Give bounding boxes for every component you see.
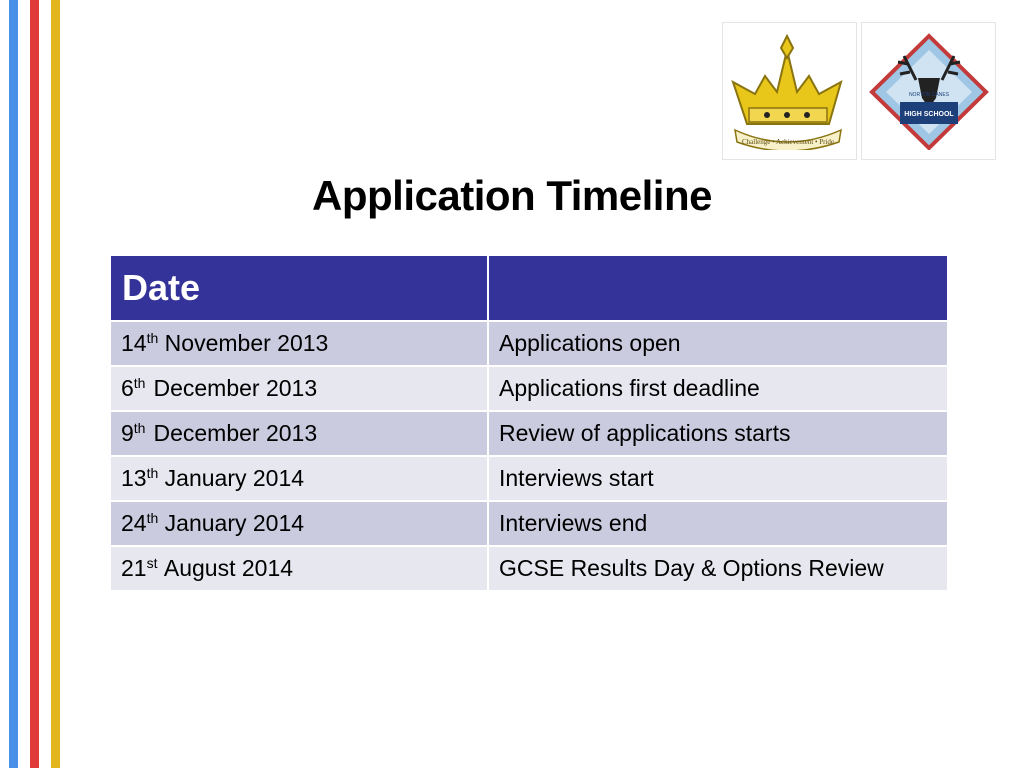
date-month-year: November 2013 (164, 330, 329, 356)
date-cell (110, 546, 488, 591)
school-logos (722, 22, 996, 160)
date-day: 6 (121, 375, 134, 401)
date-day: 14 (121, 330, 147, 356)
timeline-body (110, 321, 948, 591)
event-cell: Review of applications starts (488, 411, 948, 456)
date-cell (110, 411, 488, 456)
date-month-year: December 2013 (153, 420, 318, 446)
table-row (110, 411, 948, 456)
event-cell: Interviews end (488, 501, 948, 546)
event-cell: GCSE Results Day & Options Review (488, 546, 948, 591)
date-day: 13 (121, 465, 147, 491)
date-day: 9 (121, 420, 134, 446)
table-row (110, 456, 948, 501)
table-row (110, 546, 948, 591)
date-cell (110, 456, 488, 501)
date-month-year: January 2014 (164, 510, 305, 536)
event-cell: Interviews start (488, 456, 948, 501)
date-column-header: Date (110, 255, 488, 321)
event-column-header (488, 255, 948, 321)
red-stripe (30, 0, 39, 768)
date-ordinal-suffix: th (133, 375, 146, 391)
date-month-year: December 2013 (153, 375, 318, 401)
table-row (110, 321, 948, 366)
date-cell (110, 501, 488, 546)
event-cell: Applications first deadline (488, 366, 948, 411)
crown-motto: Challenge • Achievement • Pride (741, 138, 834, 146)
date-cell (110, 366, 488, 411)
date-day: 24 (121, 510, 147, 536)
crown-logo (722, 22, 857, 160)
date-ordinal-suffix: th (146, 510, 159, 526)
timeline-table (109, 254, 949, 592)
school-name-top: NORTON CANES (908, 92, 949, 98)
crown-icon (725, 32, 855, 150)
event-cell: Applications open (488, 321, 948, 366)
blue-stripe (9, 0, 18, 768)
date-month-year: August 2014 (163, 555, 294, 581)
date-day: 21 (121, 555, 147, 581)
high-school-logo (861, 22, 996, 160)
table-header-row (110, 255, 948, 321)
slide-title: Application Timeline (312, 172, 712, 219)
date-cell (110, 321, 488, 366)
school-name-bottom: HIGH SCHOOL (903, 111, 954, 118)
date-ordinal-suffix: th (133, 420, 146, 436)
stag-crest-icon (864, 32, 994, 150)
date-month-year: January 2014 (164, 465, 305, 491)
table-row (110, 366, 948, 411)
yellow-stripe (51, 0, 60, 768)
table-row (110, 501, 948, 546)
date-ordinal-suffix: th (146, 330, 159, 346)
date-ordinal-suffix: st (146, 555, 158, 571)
date-ordinal-suffix: th (146, 465, 159, 481)
